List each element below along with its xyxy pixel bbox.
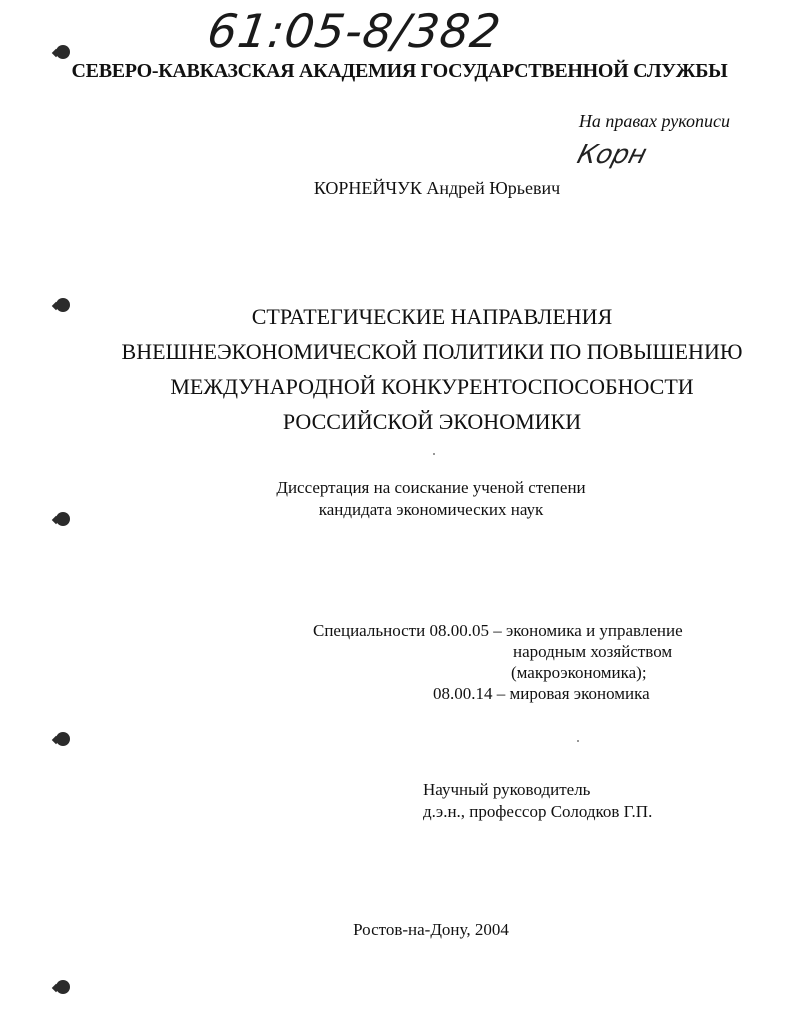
scan-speck [433,453,435,455]
specialty-line: 08.00.14 – мировая экономика [433,684,650,703]
title-line: МЕЖДУНАРОДНОЙ КОНКУРЕНТОСПОСОБНОСТИ [170,374,694,399]
title-line: ВНЕШНЕЭКОНОМИЧЕСКОЙ ПОЛИТИКИ ПО ПОВЫШЕНИЮ [121,339,743,364]
handwritten-signature: Корн [573,140,650,170]
supervisor-name: д.э.н., профессор Солодков Г.П. [423,802,653,821]
title-line: РОССИЙСКОЙ ЭКОНОМИКИ [282,409,582,434]
rights-notice: На правах рукописи [578,111,730,131]
specialty-line: народным хозяйством [513,642,673,661]
supervisor-block [423,779,652,823]
binder-hole-mark [56,45,70,59]
specialty-line: Специальности 08.00.05 – экономика и управление [313,621,683,640]
title-line: СТРАТЕГИЧЕСКИЕ НАПРАВЛЕНИЯ [251,304,613,329]
specialty-line: (макроэкономика); [511,663,647,682]
binder-hole-mark [56,980,70,994]
dissertation-title [0,299,799,439]
degree-line: Диссертация на соискание ученой степени [276,478,586,497]
degree-statement [0,477,799,521]
city-year: Ростов-на-Дону, 2004 [353,920,509,939]
author-name: КОРНЕЙЧУК Андрей Юрьевич [313,178,561,198]
supervisor-label: Научный руководитель [423,780,591,799]
handwritten-catalog-number: 61:05-8/382 [204,4,505,58]
institution-name: СЕВЕРО-КАВКАЗСКАЯ АКАДЕМИЯ ГОСУДАРСТВЕННОЙ СЛУЖБЫ [71,60,728,82]
scan-speck [577,740,579,742]
degree-line: кандидата экономических наук [318,500,544,519]
binder-hole-mark [56,732,70,746]
